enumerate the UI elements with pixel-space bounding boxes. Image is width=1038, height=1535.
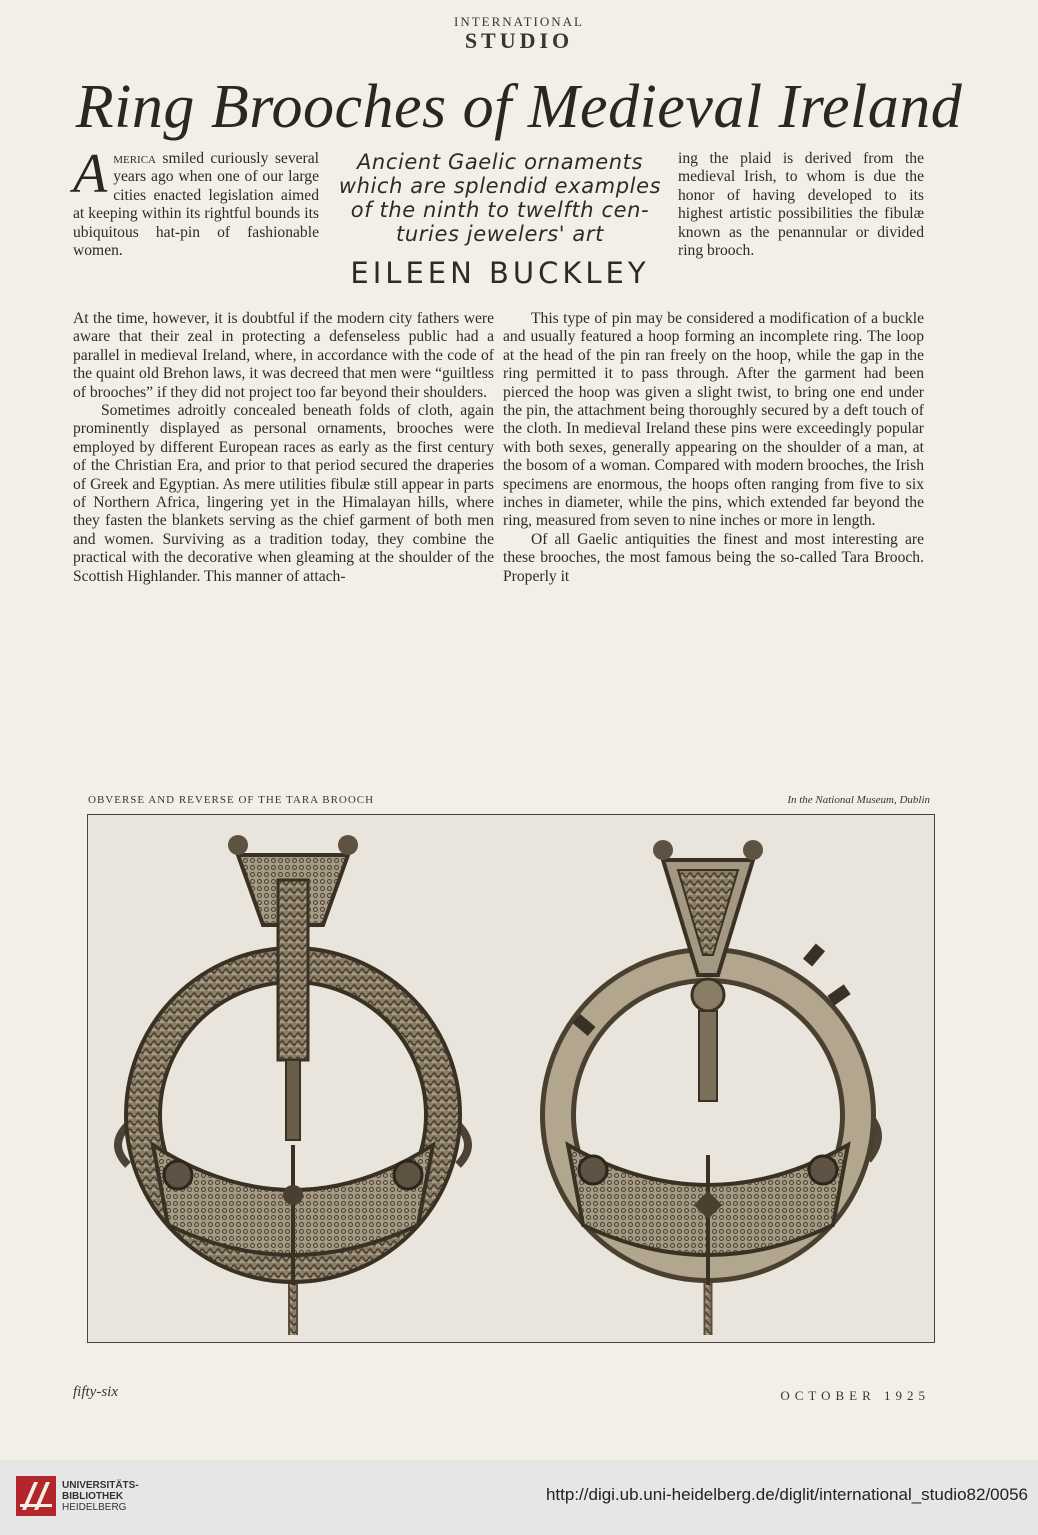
subtitle-line: which are splendid examples [338,174,662,198]
library-name [62,1480,139,1513]
intro-right-column [678,150,924,260]
brooch-illustration [88,815,934,1342]
library-name-line: HEIDELBERG [62,1502,127,1513]
subtitle-line: turies jewelers' art [396,222,604,246]
body-left-column [73,310,494,586]
library-name-line: BIBLIOTHEK [62,1491,124,1502]
drop-cap: A [73,143,108,205]
tara-brooch-photo [87,814,935,1343]
library-name-line: UNIVERSITÄTS- [62,1480,139,1491]
author-byline: EILEEN BUCKLEY [350,256,650,290]
masthead [0,14,1038,54]
subtitle-line: of the ninth to twelfth cen- [350,198,650,222]
library-footer-bar [0,1460,1038,1535]
brooch-reverse [558,840,878,1335]
intro-right-text: ing the plaid is derived from the medieval Irish, to whom is due the honor of having developed to its highest artistic possibilities the fibulæ known as the penannular or divided ring brooch. [678,150,924,260]
photo-caption: OBVERSE AND REVERSE OF THE TARA BROOCH [88,794,375,806]
masthead-line1: INTERNATIONAL [454,14,584,29]
issue-date: OCTOBER 1925 [780,1388,930,1403]
library-logo-icon [14,1474,58,1518]
source-url-link[interactable]: http://digi.ub.uni-heidelberg.de/diglit/international_studio82/0056 [545,1485,1028,1504]
intro-smallcaps: merica [113,150,156,167]
paragraph: At the time, however, it is doubtful if the modern city fathers were aware that their zeal in protecting a defenseless public had a parallel in medieval Ireland, where, in accordance with the code of the quaint old Brehon laws, it was decreed that men were “guiltless of brooches” if they did not project too far beyond their shoulders. [73,310,494,401]
article-title: Ring Brooches of Medieval Ireland [75,73,963,141]
masthead-line2: STUDIO [464,28,574,53]
body-right-column [503,310,924,586]
page-number: fifty-six [73,1384,118,1400]
article-subtitle [330,150,670,246]
intro-left-column [73,143,319,260]
brooch-obverse [118,835,468,1335]
paragraph: Sometimes adroitly concealed beneath folds of cloth, again prominently displayed as personal ornaments, brooches were employed by different European races as early as the first century of the Christian Era, and prior to that period secured the draperies of Greek and Egyptian. As mere utilities fibulæ still appear in parts of Northern Africa, lingering yet in the Himalayan hills, where they fasten the blankets serving as the chief garment of both men and women. Surviving as a tradition today, they combine the practical with the decorative when gleaming at the shoulder of the Scottish Highlander. This manner of attach- [73,402,494,585]
photo-credit: In the National Museum, Dublin [787,794,930,806]
paragraph: This type of pin may be considered a modification of a buckle and usually featured a hoop forming an incomplete ring. The loop at the head of the pin ran freely on the hoop, while the gap in the ring permitted it to pass through. After the garment had been pierced the hoop was given a slight twist, to bring one end under the pin, the attachment being thoroughly secured by a deft touch of the cloth. In medieval Ireland these pins were exceedingly popular with both sexes, generally appearing on the shoulder of a man, at the bosom of a woman. Compared with modern brooches, the Irish specimens are enormous, the hoops often ranging from five to six inches in diameter, while the pins, which extended far beyond the ring, measured from seven to nine inches or more in length. [503,310,924,530]
intro-left-text: smiled curiously several years ago when one of our large cities enacted legislation aimed at keeping within its rightful bounds its ubiquitous hat-pin of fashionable women. [73,150,319,260]
subtitle-line: Ancient Gaelic ornaments [356,150,644,174]
paragraph: Of all Gaelic antiquities the finest and most interesting are these brooches, the most famous being the so-called Tara Brooch. Properly it [503,530,924,585]
